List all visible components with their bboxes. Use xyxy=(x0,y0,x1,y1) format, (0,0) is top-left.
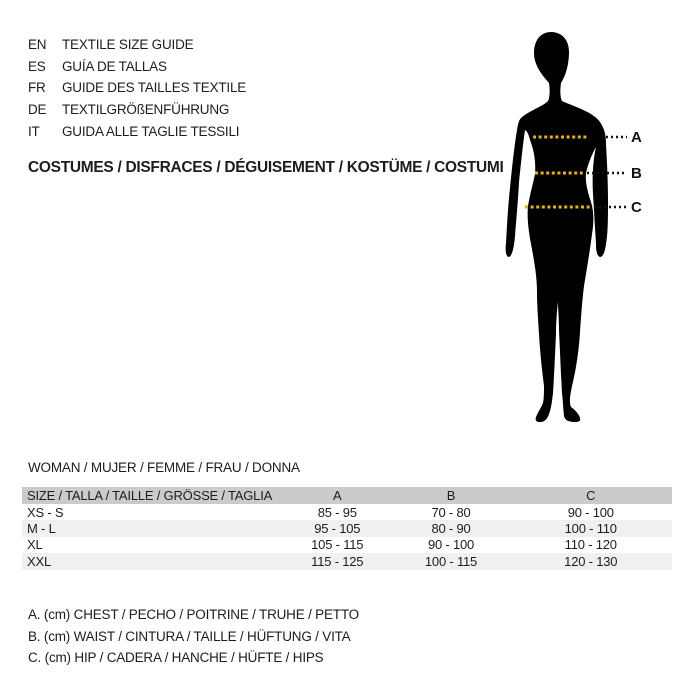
waist-range-cell: 90 - 100 xyxy=(427,537,475,553)
waist-range-cell: 100 - 115 xyxy=(424,553,478,569)
column-header-a: A xyxy=(333,488,342,503)
waist-range-cell: 70 - 80 xyxy=(431,504,471,520)
size-cell: XL xyxy=(27,537,43,553)
category-title: COSTUMES / DISFRACES / DÉGUISEMENT / KOSTÜME / COSTUMI xyxy=(28,159,504,176)
legend-hip: C. (cm) HIP / CADERA / HANCHE / HÜFTE / HIPS xyxy=(28,650,324,665)
table-row-xs-s xyxy=(22,504,672,520)
legend-chest: A. (cm) CHEST / PECHO / POITRINE / TRUHE / PETTO xyxy=(28,607,359,622)
language-code: ES xyxy=(28,58,46,74)
language-row-es xyxy=(28,56,246,78)
table-row-xxl xyxy=(22,553,672,569)
waist-range-cell: 80 - 90 xyxy=(431,521,471,537)
hip-range-cell: 120 - 130 xyxy=(564,553,618,569)
language-list xyxy=(28,34,246,142)
woman-silhouette xyxy=(506,32,608,422)
measurement-legend xyxy=(28,604,359,669)
language-label: TEXTILGRÖßENFÜHRUNG xyxy=(62,102,230,118)
language-row-de xyxy=(28,99,246,121)
hip-label: C xyxy=(631,199,642,216)
language-label: GUIDE DES TAILLES TEXTILE xyxy=(62,80,247,96)
table-row-m-l xyxy=(22,520,672,536)
language-code: FR xyxy=(28,80,46,96)
size-table-header-row xyxy=(22,487,672,504)
chest-range-cell: 85 - 95 xyxy=(317,504,357,520)
waist-label: B xyxy=(631,165,642,182)
language-label: GUÍA DE TALLAS xyxy=(62,58,167,74)
language-label: TEXTILE SIZE GUIDE xyxy=(62,37,194,53)
size-cell: XXL xyxy=(27,553,51,569)
chest-label: A xyxy=(631,129,642,146)
language-label: GUIDA ALLE TAGLIE TESSILI xyxy=(62,123,240,139)
language-row-en xyxy=(28,34,246,56)
hip-range-cell: 110 - 120 xyxy=(564,537,617,553)
language-row-it xyxy=(28,120,246,142)
chest-range-cell: 105 - 115 xyxy=(311,537,364,553)
column-header-b: B xyxy=(446,488,456,503)
size-cell: XS - S xyxy=(27,504,64,520)
hip-range-cell: 100 - 110 xyxy=(564,521,617,537)
hip-range-cell: 90 - 100 xyxy=(567,504,614,520)
language-row-fr xyxy=(28,77,246,99)
column-header-size: SIZE / TALLA / TAILLE / GRÖSSE / TAGLIA xyxy=(27,488,273,503)
size-cell: M - L xyxy=(27,521,56,537)
language-code: EN xyxy=(28,37,47,53)
legend-waist: B. (cm) WAIST / CINTURA / TAILLE / HÜFTUNG / VITA xyxy=(28,628,351,644)
table-row-xl xyxy=(22,537,672,553)
size-table xyxy=(22,487,672,570)
column-header-c: C xyxy=(586,488,596,503)
woman-silhouette-svg xyxy=(500,30,660,430)
chest-range-cell: 115 - 125 xyxy=(311,553,364,569)
language-code: DE xyxy=(28,102,47,118)
chest-range-cell: 95 - 105 xyxy=(314,521,361,537)
woman-section-heading: WOMAN / MUJER / FEMME / FRAU / DONNA xyxy=(28,460,300,475)
woman-figure xyxy=(500,30,660,430)
language-code: IT xyxy=(28,123,40,139)
